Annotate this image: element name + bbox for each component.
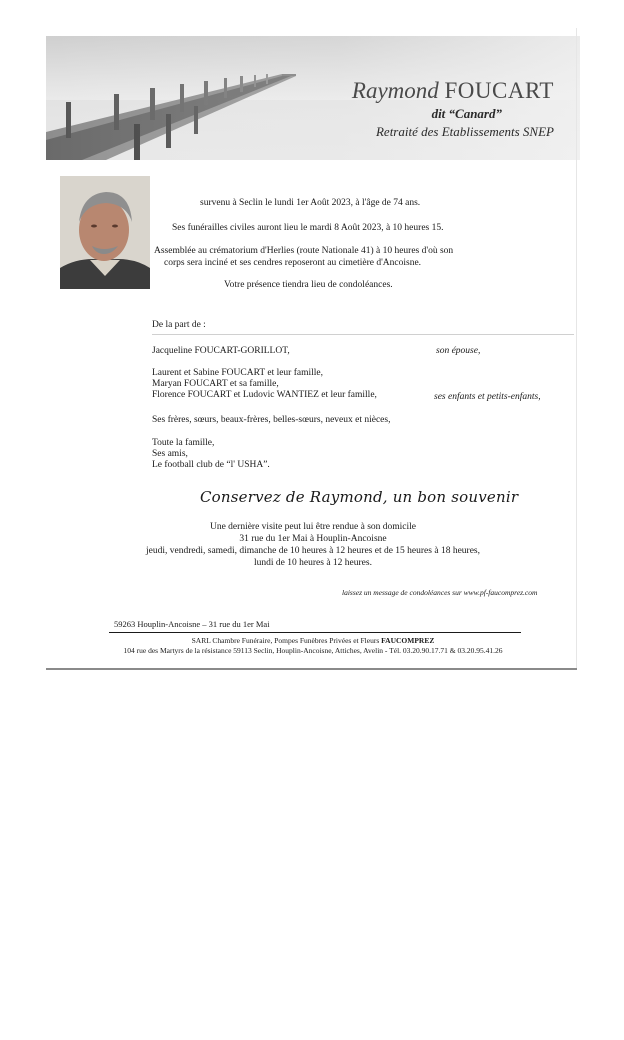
nickname: dit “Canard” (431, 106, 502, 121)
child-line-1: Laurent et Sabine FOUCART et leur famille, (152, 368, 324, 378)
footer-divider (109, 632, 521, 633)
funeral-line: Ses funérailles civiles auront lieu le mardi 8 Août 2023, à 10 heures 15. (172, 223, 444, 233)
condolences-note: laissez un message de condoléances sur www.pf-faucomprez.com (342, 588, 538, 597)
company-name: FAUCOMPREZ (381, 636, 435, 645)
sheet-edge-bottom (46, 668, 577, 670)
retirement-title: Retraité des Etablissements SNEP (375, 124, 554, 139)
family-intro: De la part de : (152, 320, 206, 330)
header-banner (46, 36, 580, 160)
assembly-line: Assemblée au crématorium d'Herlies (route Nationale 41) à 10 heures d'où son (154, 246, 454, 256)
last-name: FOUCART (444, 78, 554, 103)
first-name: Raymond (351, 78, 439, 103)
condolences-line: Votre présence tiendra lieu de condoléances. (224, 280, 393, 290)
deceased-name (352, 78, 554, 104)
visit-line-4: lundi de 10 heures à 12 heures. (254, 558, 372, 568)
siblings-line: Ses frères, sœurs, beaux-frères, belles-sœurs, neveux et nièces, (152, 415, 391, 425)
child-line-3: Florence FOUCART et Ludovic WANTIEZ et leur famille, (152, 390, 377, 400)
family-divider (152, 334, 574, 335)
visit-line-1: Une dernière visite peut lui être rendue à son domicile (209, 522, 417, 532)
spouse-name: Jacqueline FOUCART-GORILLOT, (152, 346, 290, 356)
obituary-sheet (46, 28, 576, 668)
child-line-2: Maryan FOUCART et sa famille, (152, 379, 279, 389)
burial-line: corps sera inciné et ses cendres reposeront au cimetière d'Ancoisne. (164, 258, 422, 268)
home-address: 59263 Houplin-Ancoisne – 31 rue du 1er Mai (114, 619, 270, 629)
other-line-1: Toute la famille, (152, 438, 215, 448)
memory-phrase: Conservez de Raymond, un bon souvenir (200, 488, 519, 506)
funeral-contact: 104 rue des Martyrs de la résistance 59113 Seclin, Houplin-Ancoisne, Attiches, Avelin - Tél. 03.20.90.17.71 & 03.20.95.41.26 (123, 646, 503, 655)
death-line: survenu à Seclin le lundi 1er Août 2023, à l'âge de 74 ans. (200, 198, 421, 208)
other-line-3: Le football club de “l' USHA”. (152, 460, 270, 470)
visit-line-3: jeudi, vendredi, samedi, dimanche de 10 heures à 12 heures et de 15 heures à 18 heures, (146, 546, 480, 556)
company-prefix: SARL Chambre Funéraire, Pompes Funèbres Privées et Fleurs (191, 636, 382, 645)
portrait-photo (60, 176, 150, 289)
spouse-role: son épouse, (436, 346, 481, 356)
other-line-2: Ses amis, (152, 449, 188, 459)
visit-line-2: 31 rue du 1er Mai à Houplin-Ancoisne (239, 534, 387, 544)
children-role: ses enfants et petits-enfants, (434, 392, 541, 402)
sheet-edge-right (576, 28, 577, 668)
